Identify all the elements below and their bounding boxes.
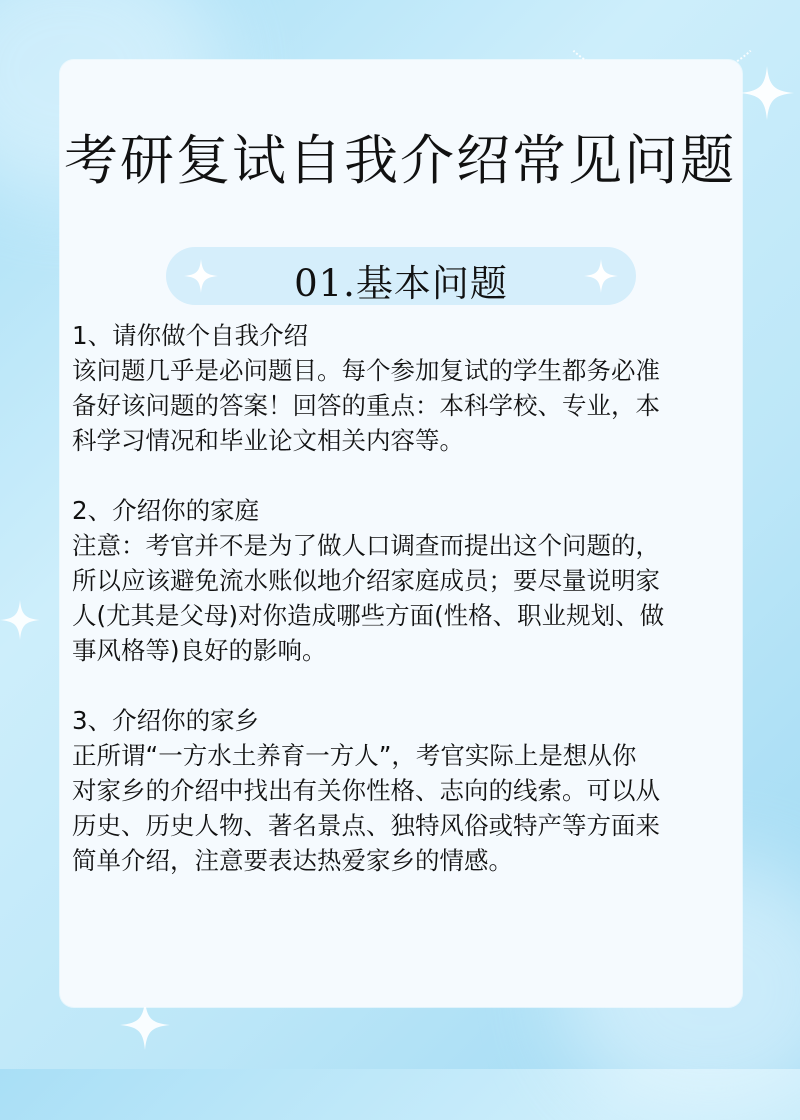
page-title: 考研复试自我介绍常见问题 <box>64 129 736 192</box>
answer-line: 人(尤其是父母)对你造成哪些方面(性格、职业规划、做 <box>72 601 665 630</box>
answer-line: 科学习情况和毕业论文相关内容等。 <box>72 426 464 455</box>
answer-line: 注意：考官并不是为了做人口调查而提出这个问题的， <box>72 531 660 560</box>
answer-line: 事风格等)良好的影响。 <box>72 636 327 665</box>
answer-line: 历史、历史人物、著名景点、独特风俗或特产等方面来 <box>72 811 660 840</box>
sparkle-icon <box>0 600 40 640</box>
answer-line: 备好该问题的答案！回答的重点：本科学校、专业，本 <box>72 391 660 420</box>
question-item <box>72 703 742 878</box>
question-heading: 2、介绍你的家庭 <box>72 496 260 525</box>
sparkle-icon <box>584 259 618 293</box>
sparkle-icon <box>120 1000 170 1050</box>
section-header <box>166 247 636 305</box>
question-heading: 1、请你做个自我介绍 <box>72 321 309 350</box>
question-item <box>72 493 742 668</box>
answer-line: 简单介绍，注意要表达热爱家乡的情感。 <box>72 846 513 875</box>
question-item <box>72 318 742 458</box>
section-title: 01.基本问题 <box>294 262 508 305</box>
sparkle-icon <box>740 66 794 120</box>
question-heading: 3、介绍你的家乡 <box>72 706 260 735</box>
answer-line: 对家乡的介绍中找出有关你性格、志向的线索。可以从 <box>72 776 660 805</box>
question-list <box>72 318 742 913</box>
answer-line: 正所谓“一方水土养育一方人”，考官实际上是想从你 <box>72 741 637 770</box>
answer-line: 所以应该避免流水账似地介绍家庭成员；要尽量说明家 <box>72 566 660 595</box>
answer-line: 该问题几乎是必问题目。每个参加复试的学生都务必准 <box>72 356 660 385</box>
